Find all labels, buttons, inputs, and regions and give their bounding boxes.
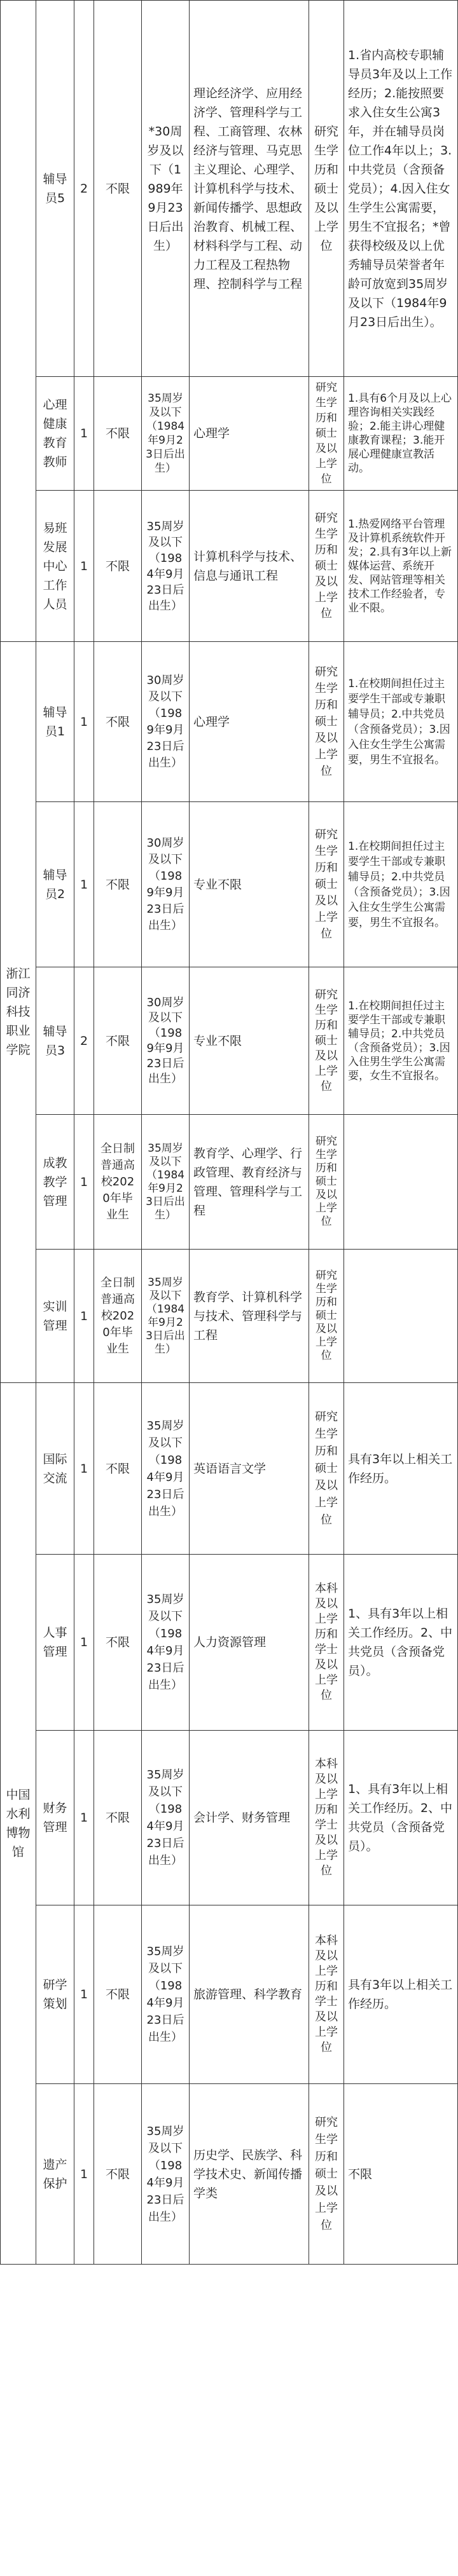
specialty-cell: 教育学、计算机科学与技术、管理科学与工程 xyxy=(193,1290,303,1342)
position-cell: 财务管理 xyxy=(43,1801,67,1834)
other-requirements-cell: 1.热爱网络平台管理及计算机系统软件开发；2.具有3年以上新媒体运营、系统开发、网站管理等相关技术工作经验者，专业不限。 xyxy=(348,517,452,615)
position-cell: 辅导员3 xyxy=(43,1024,67,1058)
major-requirement-cell: 不限 xyxy=(105,426,130,440)
count-cell: 1 xyxy=(80,1635,88,1649)
position-cell: 辅导员1 xyxy=(43,705,67,739)
other-requirements-cell: 1.省内高校专职辅导员3年及以上工作经历；2.能按照要求入住女生公寓3年，并在辅导员岗位工作4年以上；3.中共党员（含预备党员）；4.因入住女生学生公寓需要，男生不宜报名；*曾获得校级及以上优秀辅导员荣誉者年龄可放宽到35周岁及以下（1984年9月23日后出生）。 xyxy=(348,48,453,329)
specialty-cell: 旅游管理、科学教育 xyxy=(193,1987,303,2001)
education-cell: 研究生学历和硕士及以上学位 xyxy=(315,988,338,1093)
position-cell: 易班发展中心工作人员 xyxy=(43,521,67,611)
count-cell: 2 xyxy=(80,181,88,196)
position-cell: 辅导员5 xyxy=(43,172,67,205)
position-cell: 国际交流 xyxy=(43,1452,67,1485)
education-cell: 研究生学历和硕士及以上学位 xyxy=(315,1410,338,1527)
position-cell: 心理健康教育教师 xyxy=(43,398,67,469)
major-requirement-cell: 全日制普通高校2020年毕业生 xyxy=(101,1276,135,1356)
other-requirements-cell: 1.在校期间担任过主要学生干部或专兼职辅导员；2.中共党员（含预备党员）；3.因入住女生学生公寓需要，男生不宜报名。 xyxy=(348,677,450,767)
count-cell: 1 xyxy=(80,877,88,892)
specialty-cell: 教育学、心理学、行政管理、教育经济与管理、管理科学与工程 xyxy=(193,1146,303,1218)
count-cell: 1 xyxy=(80,1461,88,1476)
specialty-cell: 会计学、财务管理 xyxy=(193,1811,291,1825)
specialty-cell: 理论经济学、应用经济学、管理科学与工程、工商管理、农林经济与管理、马克思主义理论、心理学、计算机科学与技术、新闻传播学、思想政治教育、机械工程、材料科学与工程、动力工程及工程热物理、控制科学与工程 xyxy=(193,86,303,291)
other-requirements-cell: 具有3年以上相关工作经历。 xyxy=(348,1452,453,1485)
count-cell: 1 xyxy=(80,1175,88,1189)
other-requirements-cell: 1.具有6个月及以上心理咨询相关实践经验；2.能主讲心理健康教育课程；3.能开展心理健康宣教活动。 xyxy=(348,392,452,475)
age-cell: 35周岁及以下（1984年9月23日后出生） xyxy=(146,1593,184,1692)
education-cell: 研究生学历和硕士及以上学位 xyxy=(316,1269,337,1362)
other-requirements-cell: 1.在校期间担任过主要学生干部或专兼职辅导员；2.中共党员（含预备党员）；3.因入住女生学生公寓需要，男生不宜报名。 xyxy=(348,840,450,929)
count-cell: 1 xyxy=(80,559,88,573)
age-cell: 35周岁及以下（1984年9月23日后出生） xyxy=(146,2124,184,2224)
other-requirements-cell: 具有3年以上相关工作经历。 xyxy=(348,1978,453,2011)
age-cell: 35周岁及以下（1984年9月23日后出生） xyxy=(146,1141,185,1222)
position-cell: 实训管理 xyxy=(43,1299,67,1333)
major-requirement-cell: 不限 xyxy=(105,877,130,892)
education-cell: 研究生学历和硕士及以上学位 xyxy=(315,665,338,778)
age-cell: *30周岁及以下（1989年9月23日后出生） xyxy=(147,124,184,253)
specialty-cell: 心理学 xyxy=(193,714,230,729)
major-requirement-cell: 不限 xyxy=(105,1987,130,2001)
position-cell: 成教教学管理 xyxy=(43,1155,67,1208)
specialty-cell: 心理学 xyxy=(193,426,230,440)
education-cell: 研究生学历和硕士及以上学位 xyxy=(316,1135,337,1228)
age-cell: 35周岁及以下（1984年9月23日后出生） xyxy=(146,1945,184,2044)
count-cell: 1 xyxy=(80,426,88,440)
other-requirements-cell: 1、具有3年以上相关工作经历。2、中共党员（含预备党员）。 xyxy=(348,1782,453,1853)
row-border xyxy=(0,2264,458,2265)
major-requirement-cell: 不限 xyxy=(105,181,130,196)
education-cell: 研究生学历和硕士及以上学位 xyxy=(315,2116,338,2232)
age-cell: 30周岁及以下（1989年9月23日后出生） xyxy=(146,673,184,770)
unit-cell: 浙江同济科技职业学院 xyxy=(6,967,31,1057)
major-requirement-cell: 不限 xyxy=(105,1635,130,1649)
position-cell: 研学策划 xyxy=(43,1978,67,2011)
specialty-cell: 专业不限 xyxy=(193,877,242,892)
position-cell: 遗产保护 xyxy=(43,2157,67,2191)
specialty-cell: 英语语言文学 xyxy=(193,1461,267,1476)
major-requirement-cell: 不限 xyxy=(105,559,130,573)
other-requirements-cell: 不限 xyxy=(348,2167,373,2181)
major-requirement-cell: 不限 xyxy=(105,2167,130,2181)
age-cell: 35周岁及以下（1984年9月23日后出生） xyxy=(146,1276,185,1356)
specialty-cell: 历史学、民族学、科学技术史、新闻传播学类 xyxy=(193,2148,303,2200)
specialty-cell: 人力资源管理 xyxy=(193,1635,267,1649)
major-requirement-cell: 不限 xyxy=(105,1811,130,1825)
count-cell: 1 xyxy=(80,714,88,729)
education-cell: 研究生学历和硕士及以上学位 xyxy=(315,828,338,941)
count-cell: 2 xyxy=(80,1033,88,1048)
age-cell: 35周岁及以下（1984年9月23日后出生） xyxy=(146,519,184,613)
specialty-cell: 专业不限 xyxy=(193,1033,242,1048)
count-cell: 1 xyxy=(80,2167,88,2181)
education-cell: 研究生学历和硕士及以上学位 xyxy=(315,512,338,620)
other-requirements-cell xyxy=(344,1115,457,1249)
age-cell: 30周岁及以下（1989年9月23日后出生） xyxy=(146,836,184,932)
major-requirement-cell: 不限 xyxy=(105,714,130,729)
major-requirement-cell: 不限 xyxy=(105,1461,130,1476)
age-cell: 35周岁及以下（1984年9月23日后出生） xyxy=(146,392,185,475)
education-cell: 研究生学历和硕士及以上学位 xyxy=(316,381,337,486)
unit-cell: 中国水利博物馆 xyxy=(6,1787,31,1859)
other-requirements-cell xyxy=(344,1250,457,1382)
count-cell: 1 xyxy=(80,1309,88,1323)
other-requirements-cell: 1.在校期间担任过主要学生干部或专兼职辅导员；2.中共党员（含预备党员）；3.因入住男生学生公寓需要，女生不宜报名。 xyxy=(348,999,450,1082)
age-cell: 35周岁及以下（1984年9月23日后出生） xyxy=(146,1419,184,1518)
count-cell: 1 xyxy=(80,1811,88,1825)
age-cell: 30周岁及以下（1989年9月23日后出生） xyxy=(146,995,184,1086)
age-cell: 35周岁及以下（1984年9月23日后出生） xyxy=(146,1768,184,1867)
major-requirement-cell: 不限 xyxy=(105,1033,130,1048)
other-requirements-cell: 1、具有3年以上相关工作经历。2、中共党员（含预备党员）。 xyxy=(348,1607,453,1678)
position-cell: 人事管理 xyxy=(43,1626,67,1659)
education-cell: 本科及以上学历和学士及以上学位 xyxy=(315,1934,338,2054)
education-cell: 研究生学历和硕士及以上学位 xyxy=(314,124,338,253)
specialty-cell: 计算机科学与技术、信息与通讯工程 xyxy=(193,549,303,583)
position-cell: 辅导员2 xyxy=(43,868,67,901)
count-cell: 1 xyxy=(80,1987,88,2001)
education-cell: 本科及以上学历和学士及以上学位 xyxy=(315,1582,338,1702)
major-requirement-cell: 全日制普通高校2020年毕业生 xyxy=(101,1141,135,1222)
education-cell: 本科及以上学历和学士及以上学位 xyxy=(315,1757,338,1877)
